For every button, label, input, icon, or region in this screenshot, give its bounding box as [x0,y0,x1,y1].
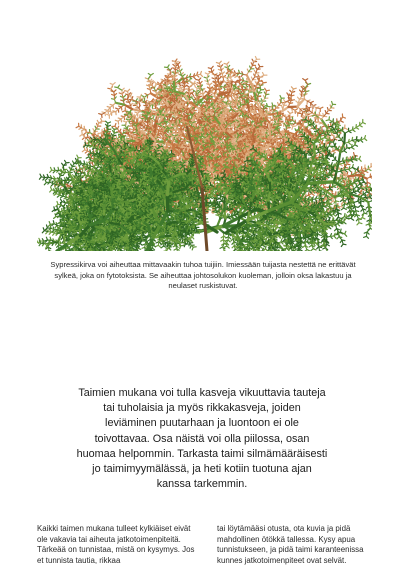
lead-paragraph: Taimien mukana voi tulla kasveja vikuuttavia tauteja tai tuholaisia ja myös rikkakasveja, joiden leviäminen puutarhaan ja luontoon ei ole toivottavaa. Osa näistä voi olla piilossa, osan huomaa helpommin. Tarkasta taimi silmämääräisesti jo taimimyymälässä, ja heti kotiin tuotuna ajan kanssa tarkemmin. [76,386,328,492]
cypress-branch-illustration [37,37,372,251]
cypress-branch-photo [37,37,372,251]
photo-caption: Sypressikirva voi aiheuttaa mittavaakin tuhoa tuijiin. Imiessään tuijasta nestettä ne erittävät sylkeä, joka on fytotoksista. Se aiheuttaa johtosolukon kuoleman, jolloin oksa lakastuu ja neulaset ruskistuvat. [40,260,366,292]
body-column-left: Kaikki taimen mukana tulleet kylkiäiset eivät ole vakavia tai aiheuta jatkotoimenpiteitä. Tärkeää on tunnistaa, mistä on kysymys. Jos et tunnista tautia, rikkaa [37,524,197,566]
body-column-right: tai löytämääsi otusta, ota kuvia ja pidä mahdollinen ötökkä tallessa. Kysy apua tunnistukseen, ja pidä taimi karanteenissa kunnes jatkotoimenpiteet ovat selvät. [217,524,377,566]
